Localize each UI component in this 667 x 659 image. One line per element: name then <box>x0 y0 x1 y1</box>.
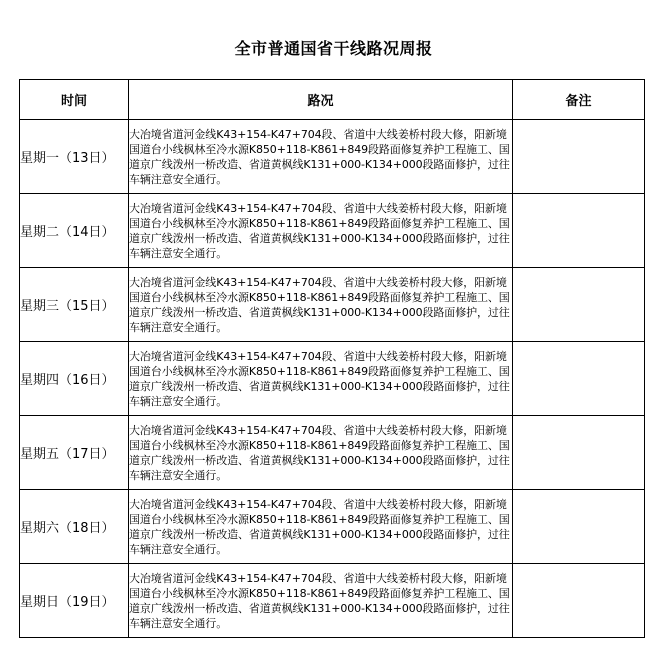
header-time: 时间 <box>20 80 129 120</box>
table-row <box>20 342 645 416</box>
note-cell <box>513 564 645 638</box>
road-status-cell: 大冶境省道河金线K43+154-K47+704段、省道中大线姜桥村段大修，阳新境国道台小线枫林至冷水源K850+118-K861+849段路面修复养护工程施工、国道京广线泼州一桥改造、省道黄枫线K131+000-K134+000段路面修护，过往车辆注意安全通行。 <box>129 342 513 416</box>
day-cell: 星期一（13日） <box>20 120 129 194</box>
note-cell <box>513 342 645 416</box>
road-report-table <box>19 79 645 638</box>
day-cell: 星期四（16日） <box>20 342 129 416</box>
note-cell <box>513 120 645 194</box>
page-title: 全市普通国省干线路况周报 <box>234 39 433 58</box>
table-row <box>20 564 645 638</box>
table-row <box>20 490 645 564</box>
table-body <box>20 120 645 638</box>
note-cell <box>513 194 645 268</box>
road-status-cell: 大冶境省道河金线K43+154-K47+704段、省道中大线姜桥村段大修，阳新境国道台小线枫林至冷水源K850+118-K861+849段路面修复养护工程施工、国道京广线泼州一桥改造、省道黄枫线K131+000-K134+000段路面修护，过往车辆注意安全通行。 <box>129 268 513 342</box>
note-cell <box>513 416 645 490</box>
header-note: 备注 <box>513 80 645 120</box>
day-cell: 星期日（19日） <box>20 564 129 638</box>
table-row <box>20 194 645 268</box>
road-status-cell: 大冶境省道河金线K43+154-K47+704段、省道中大线姜桥村段大修，阳新境国道台小线枫林至冷水源K850+118-K861+849段路面修复养护工程施工、国道京广线泼州一桥改造、省道黄枫线K131+000-K134+000段路面修护，过往车辆注意安全通行。 <box>129 416 513 490</box>
day-cell: 星期三（15日） <box>20 268 129 342</box>
road-status-cell: 大冶境省道河金线K43+154-K47+704段、省道中大线姜桥村段大修，阳新境国道台小线枫林至冷水源K850+118-K861+849段路面修复养护工程施工、国道京广线泼州一桥改造、省道黄枫线K131+000-K134+000段路面修护，过往车辆注意安全通行。 <box>129 194 513 268</box>
note-cell <box>513 268 645 342</box>
table-header <box>20 80 645 120</box>
note-cell <box>513 490 645 564</box>
header-row <box>20 80 645 120</box>
header-road: 路况 <box>129 80 513 120</box>
day-cell: 星期二（14日） <box>20 194 129 268</box>
road-status-cell: 大冶境省道河金线K43+154-K47+704段、省道中大线姜桥村段大修，阳新境国道台小线枫林至冷水源K850+118-K861+849段路面修复养护工程施工、国道京广线泼州一桥改造、省道黄枫线K131+000-K134+000段路面修护，过往车辆注意安全通行。 <box>129 490 513 564</box>
table-row <box>20 268 645 342</box>
road-status-cell: 大冶境省道河金线K43+154-K47+704段、省道中大线姜桥村段大修，阳新境国道台小线枫林至冷水源K850+118-K861+849段路面修复养护工程施工、国道京广线泼州一桥改造、省道黄枫线K131+000-K134+000段路面修护，过往车辆注意安全通行。 <box>129 564 513 638</box>
road-status-cell: 大冶境省道河金线K43+154-K47+704段、省道中大线姜桥村段大修，阳新境国道台小线枫林至冷水源K850+118-K861+849段路面修复养护工程施工、国道京广线泼州一桥改造、省道黄枫线K131+000-K134+000段路面修护，过往车辆注意安全通行。 <box>129 120 513 194</box>
table-row <box>20 120 645 194</box>
day-cell: 星期五（17日） <box>20 416 129 490</box>
table-row <box>20 416 645 490</box>
day-cell: 星期六（18日） <box>20 490 129 564</box>
